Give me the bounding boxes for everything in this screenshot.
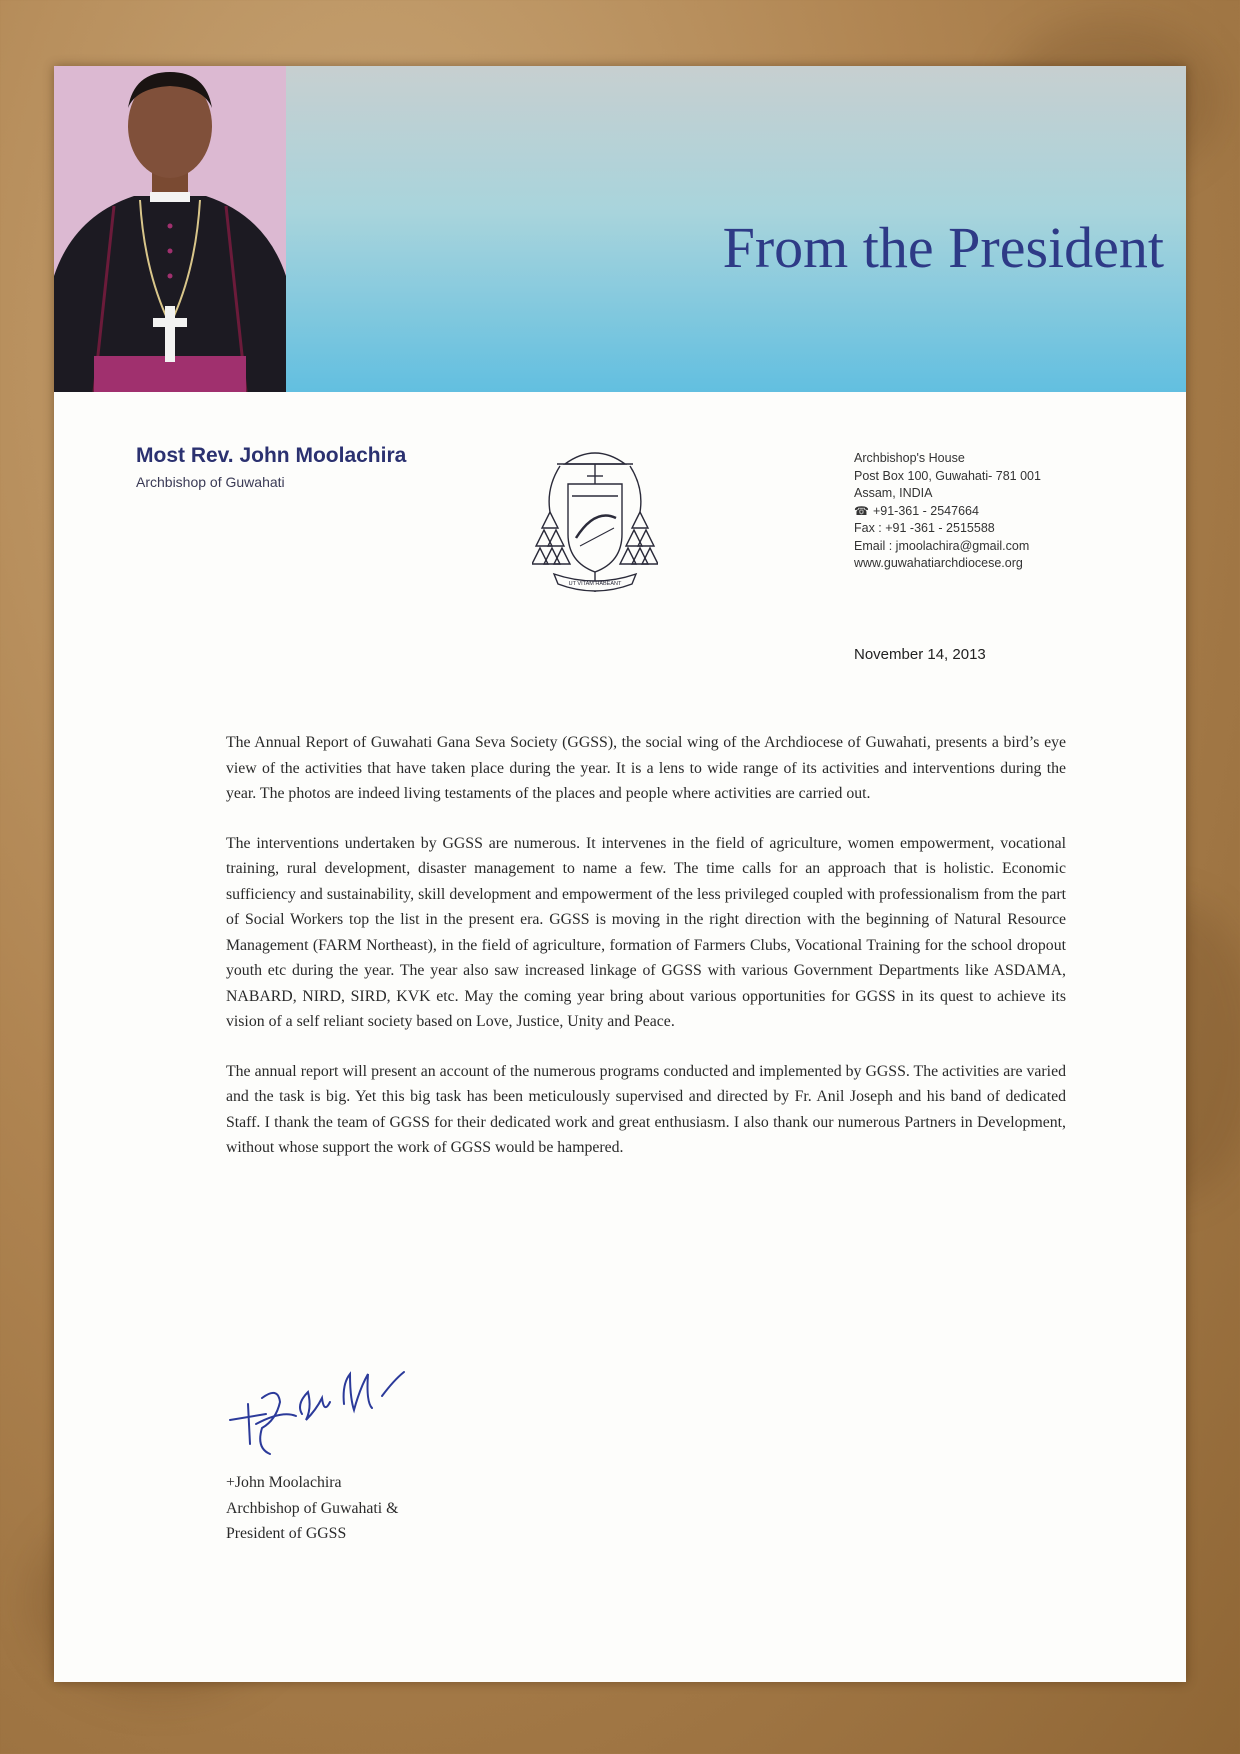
sender-block	[136, 444, 406, 490]
address-line: Post Box 100, Guwahati- 781 001	[854, 468, 1041, 483]
header-banner	[54, 66, 1186, 392]
phone-line	[854, 503, 1041, 521]
sender-name: Most Rev. John Moolachira	[136, 444, 407, 467]
website-line: www.guwahatiarchdiocese.org	[854, 556, 1023, 570]
signoff-block	[226, 1470, 398, 1547]
letter-body	[226, 730, 1066, 1185]
phone-number: +91-361 - 2547664	[872, 503, 979, 518]
body-paragraph: The annual report will present an account of the numerous programs conducted and implemented by GGSS. The activities are varied and the task is big. Yet this big task has been meticulously supervised and directed by Fr. Anil Joseph and his band of dedicated Staff. I thank the team of GGSS for their dedicated work and great enthusiasm. I also thank our numerous Partners in Development, without whose support the work of GGSS would be hampered.	[226, 1062, 1066, 1156]
address-line: Archbishop's House	[854, 451, 965, 465]
body-paragraph: The interventions undertaken by GGSS are numerous. It intervenes in the field of agriculture, women empowerment, vocational training, rural development, disaster management to name a few. The time calls for an approach that is holistic. Economic sufficiency and sustainability, skill development and empowerment of the less privileged coupled with professionalism from the part of Social Workers top the list in the present era. GGSS is moving in the right direction with the beginning of Natural Resource Management (FARM Northeast), in the field of agriculture, formation of Farmers Clubs, Vocational Training for the school dropout youth etc during the year. The year also saw increased linkage of GGSS with various Government Departments like ASDAMA, NABARD, NIRD, SIRD, KVK etc. May the coming year bring about various opportunities for GGSS in its quest to achieve its vision of a self reliant society based on Love, Justice, Unity and Peace.	[226, 834, 1066, 1030]
phone-icon: ☎	[854, 503, 869, 518]
address-block	[854, 450, 1041, 573]
email-line: Email : jmoolachira@gmail.com	[854, 538, 1030, 553]
signoff-title: Archbishop of Guwahati &	[226, 1499, 399, 1517]
portrait-image	[54, 66, 286, 392]
coat-of-arms-icon	[532, 442, 658, 600]
address-line: Assam, INDIA	[854, 486, 933, 500]
signoff-name: +John Moolachira	[226, 1474, 342, 1491]
page-title: From the President	[722, 215, 1164, 280]
body-paragraph: The Annual Report of Guwahati Gana Seva Society (GGSS), the social wing of the Archdiocese of Guwahati, presents a bird’s eye view of the activities that have taken place during the year. It is a lens to wide range of its activities and interventions during the year. The photos are indeed living testaments of the places and people where activities are carried out.	[226, 734, 1066, 802]
signoff-title: President of GGSS	[226, 1525, 347, 1542]
letter-sheet	[54, 66, 1186, 1682]
letter-date: November 14, 2013	[854, 646, 986, 663]
crest-motto: UT VITAM HABEANT	[568, 581, 622, 587]
sender-title: Archbishop of Guwahati	[136, 474, 285, 490]
handwritten-signature	[226, 1358, 436, 1468]
archbishop-portrait	[54, 66, 286, 392]
fax-line: Fax : +91 -361 - 2515588	[854, 521, 995, 535]
